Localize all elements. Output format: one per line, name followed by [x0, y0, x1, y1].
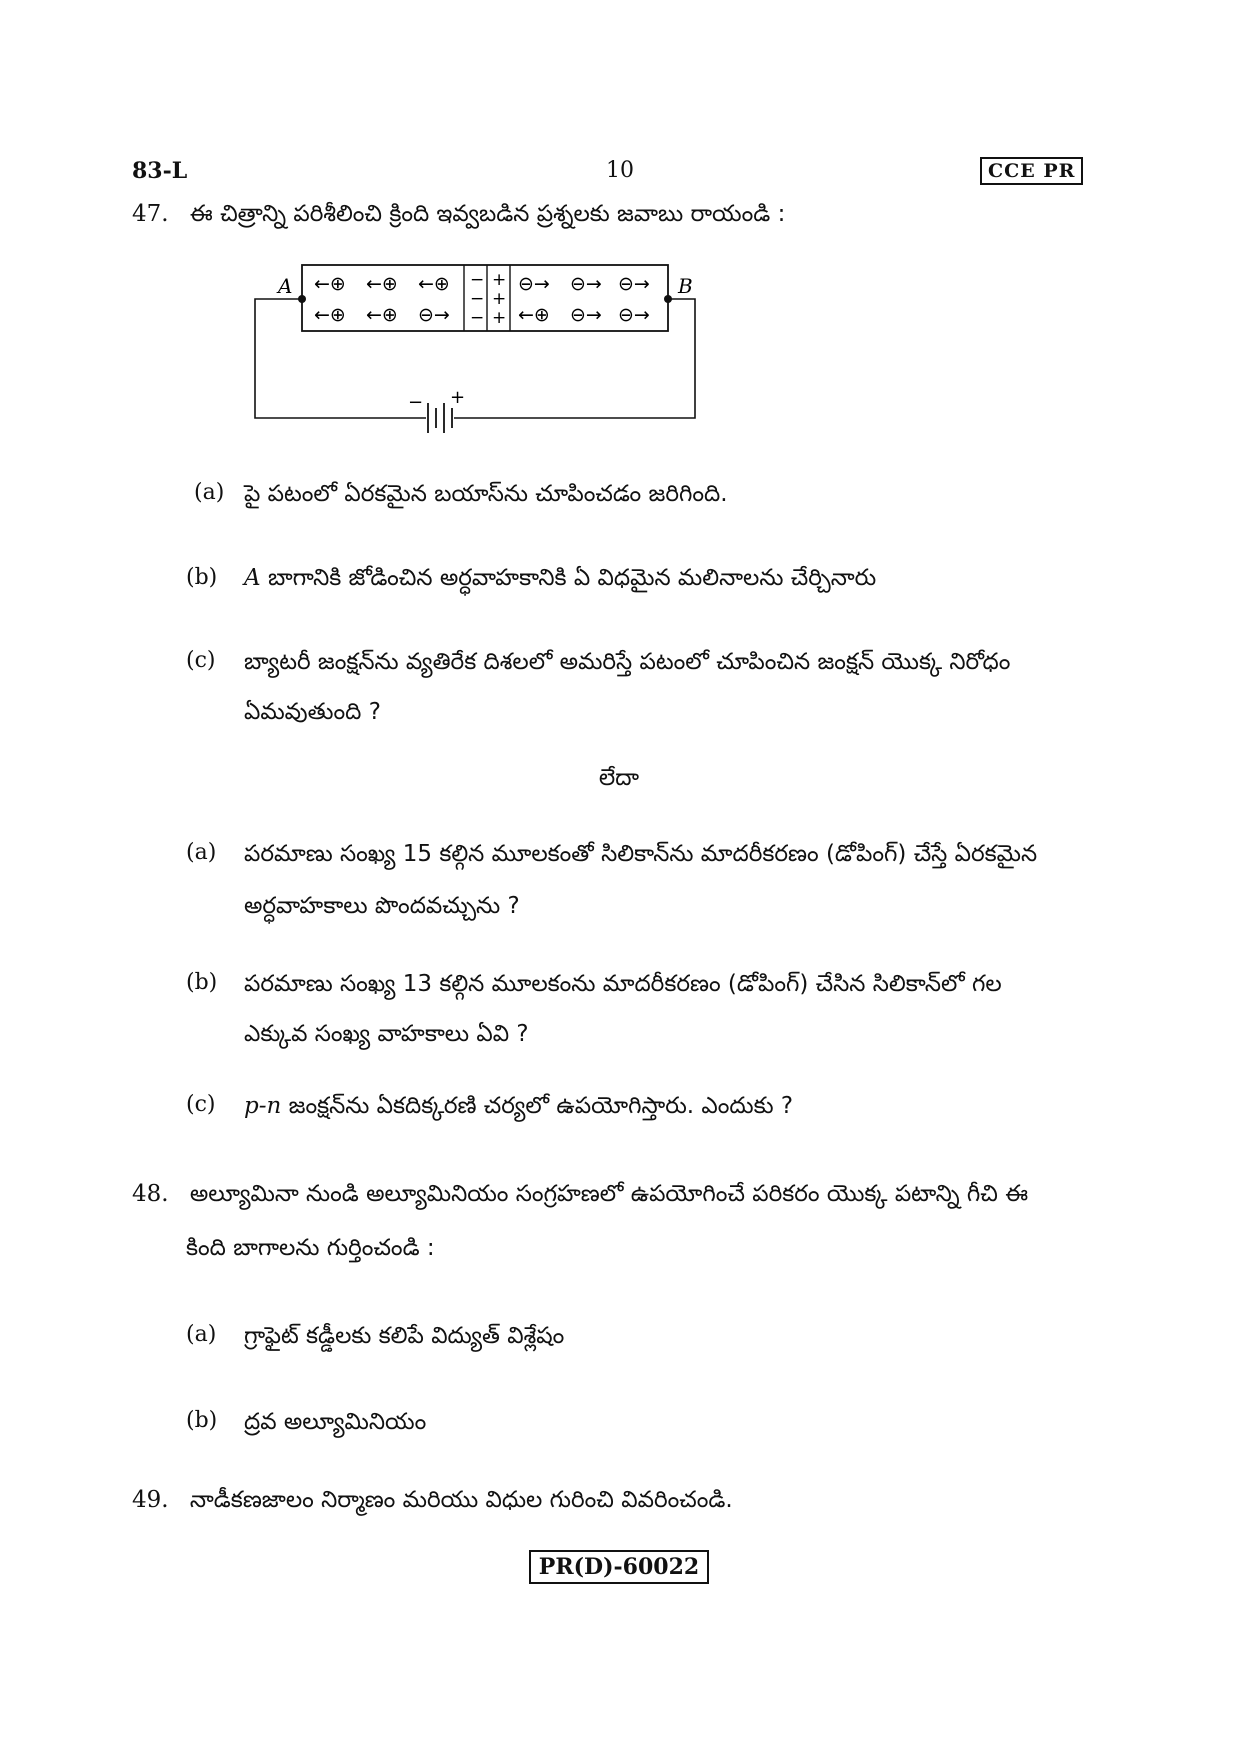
terminal-a-label: A — [278, 274, 293, 298]
carrier-mark: ⊖→ — [570, 304, 602, 326]
item-label: (a) — [186, 840, 217, 865]
carrier-mark: ⊖→ — [618, 304, 650, 326]
question-number: 49. — [132, 1487, 169, 1513]
page-number: 10 — [606, 158, 634, 183]
question-47a-alt-line1: పరమాణు సంఖ్య 15 కల్గిన మూలకంతో సిలికాన్‌ను మాదరీకరణం (డోపింగ్) చేస్తే ఏరకమైన — [244, 841, 1038, 867]
item-label: (a) — [186, 1322, 217, 1347]
carrier-mark: ←⊕ — [366, 273, 398, 295]
carrier-mark: ⊖→ — [518, 273, 550, 295]
terminal-b-label: B — [678, 274, 693, 298]
question-47c-line2: ఏమవుతుంది ? — [244, 699, 381, 725]
item-label: (b) — [186, 565, 218, 590]
question-48-line2: కింది బాగాలను గుర్తించండి : — [186, 1235, 435, 1261]
paper-code: 83-L — [132, 158, 188, 184]
question-47b-alt-line2: ఎక్కువ సంఖ్య వాహకాలు ఏవి ? — [244, 1021, 529, 1047]
question-47b — [244, 552, 876, 604]
carrier-mark: ←⊕ — [314, 304, 346, 326]
carrier-mark: ←⊕ — [518, 304, 550, 326]
carrier-mark: ←⊕ — [314, 273, 346, 295]
question-47-prompt — [132, 188, 785, 240]
carrier-mark: ⊖→ — [618, 273, 650, 295]
question-47b-text: బాగానికి జోడించిన అర్ధవాహకానికి ఏ విధమైన మలినాలను చేర్చినారు — [267, 565, 877, 591]
depletion-charge: − — [470, 270, 485, 290]
question-48-text: అల్యూమినా నుండి అల్యూమినియం సంగ్రహణలో ఉపయోగించే పరికరం యొక్క పటాన్ని గీచి ఈ — [189, 1181, 1029, 1207]
question-47a: పై పటంలో ఏరకమైన బయాస్‌ను చూపించడం జరిగింది. — [244, 481, 728, 507]
depletion-charge: + — [492, 308, 507, 328]
carrier-mark: ⊖→ — [418, 304, 450, 326]
question-48a: గ్రాఫైట్ కడ్డీలకు కలిపే విద్యుత్ విశ్లేషం — [244, 1323, 565, 1349]
footer — [0, 1554, 1238, 1580]
variable-a: A — [244, 565, 261, 591]
question-47c-line1: బ్యాటరీ జంక్షన్‌ను వ్యతిరేక దిశలలో అమరిస్తే పటంలో చూపించిన జంక్షన్ యొక్క నిరోధం — [244, 649, 1011, 675]
carrier-mark: ←⊕ — [418, 273, 450, 295]
series-badge: CCE PR — [980, 157, 1083, 185]
question-48-line1 — [132, 1168, 1028, 1220]
depletion-charge: + — [492, 270, 507, 290]
depletion-charge: − — [470, 289, 485, 309]
footer-code: PR(D)-60022 — [529, 1550, 709, 1584]
question-text: ఈ చిత్రాన్ని పరిశీలించి క్రింది ఇవ్వబడిన ప్రశ్నలకు జవాబు రాయండి : — [189, 201, 786, 227]
item-label: (a) — [194, 480, 225, 505]
item-label: (b) — [186, 1408, 218, 1433]
item-label: (b) — [186, 970, 218, 995]
question-47b-alt-line1: పరమాణు సంఖ్య 13 కల్గిన మూలకంను మాదరీకరణం (డోపింగ్) చేసిన సిలికాన్‌లో గల — [244, 971, 1002, 997]
item-label: (c) — [186, 1092, 216, 1117]
item-label: (c) — [186, 648, 216, 673]
pn-junction-diagram — [240, 255, 730, 440]
depletion-charge: + — [492, 289, 507, 309]
battery-negative-sign: − — [408, 392, 424, 413]
question-47c-alt-text: జంక్షన్‌ను ఏకదిక్కరణి చర్యలో ఉపయోగిస్తారు. ఎందుకు ? — [288, 1093, 794, 1119]
or-separator: లేదా — [598, 765, 640, 791]
question-48b: ద్రవ అల్యూమినియం — [244, 1409, 427, 1435]
carrier-mark: ⊖→ — [570, 273, 602, 295]
carrier-mark: ←⊕ — [366, 304, 398, 326]
question-47a-alt-line2: అర్ధవాహకాలు పొందవచ్చును ? — [244, 893, 520, 919]
question-49 — [132, 1474, 733, 1526]
question-49-text: నాడీకణజాలం నిర్మాణం మరియు విధుల గురించి వివరించండి. — [189, 1487, 733, 1513]
question-number: 47. — [132, 201, 169, 227]
depletion-charge: − — [470, 308, 485, 328]
variable-pn: p-n — [244, 1093, 282, 1119]
question-number: 48. — [132, 1181, 169, 1207]
battery-positive-sign: + — [450, 387, 466, 408]
question-47c-alt — [244, 1080, 793, 1132]
